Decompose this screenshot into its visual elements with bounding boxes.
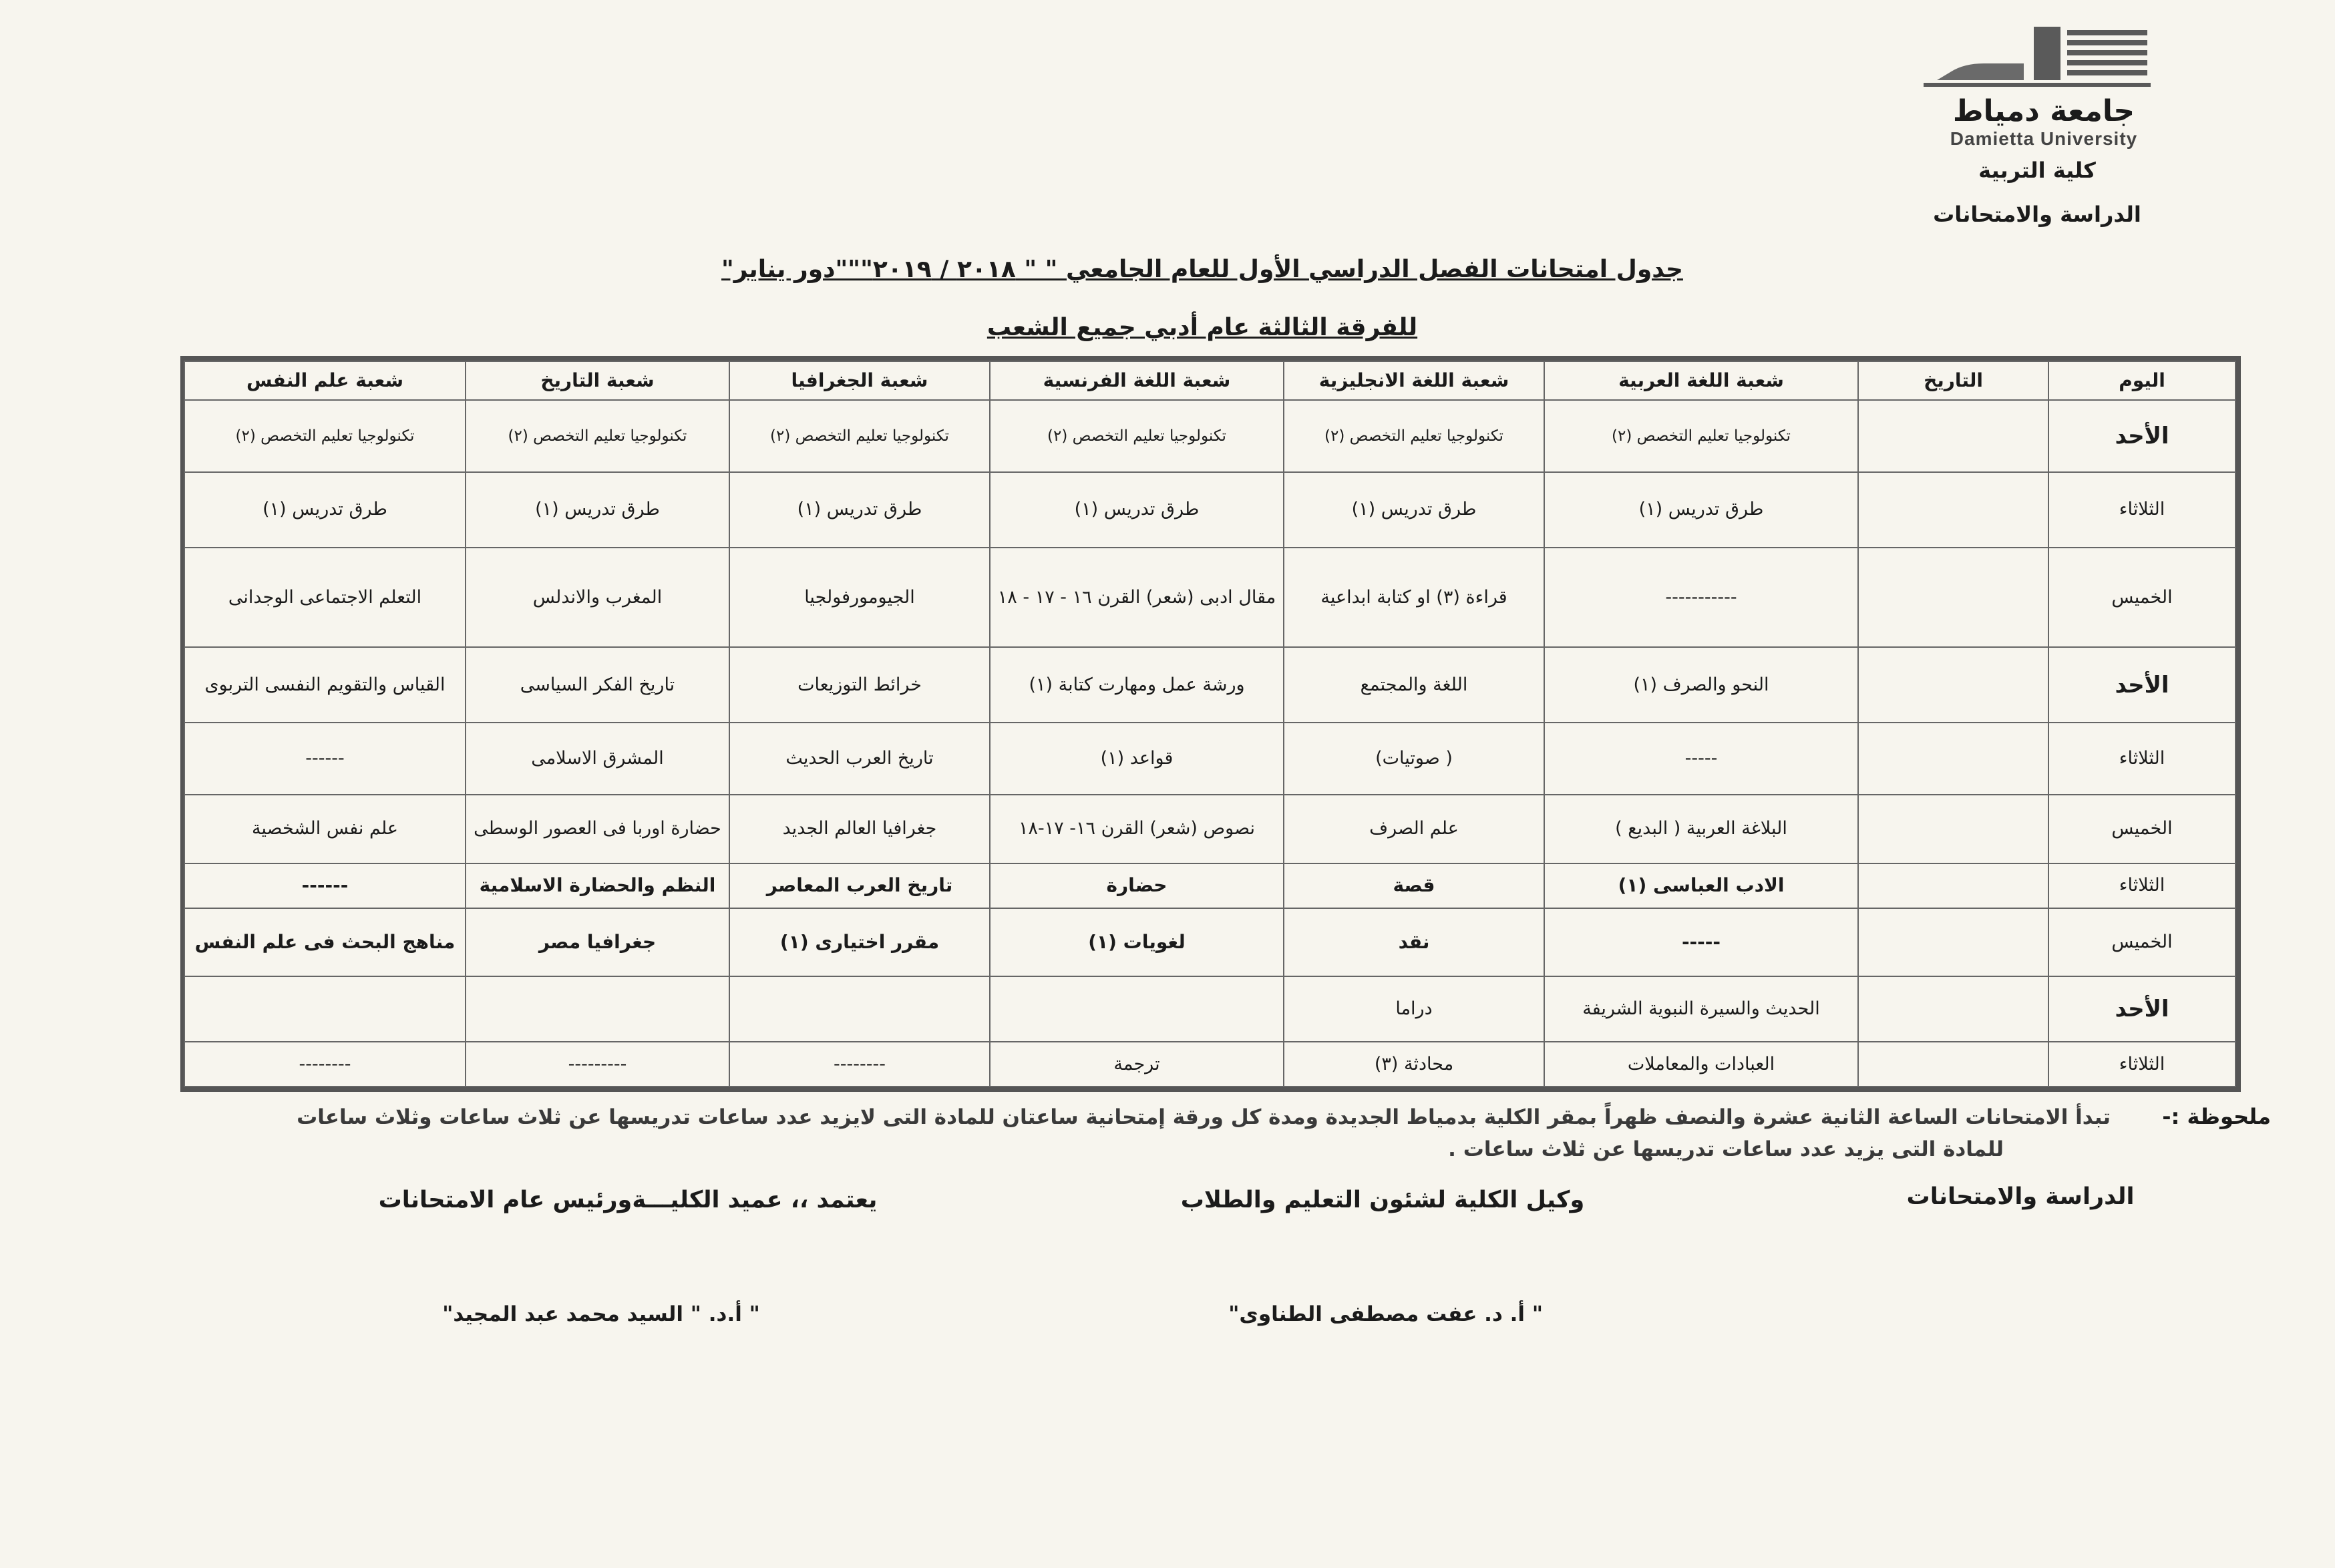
date-cell <box>1858 795 2048 863</box>
exam-cell: المغرب والاندلس <box>466 548 729 647</box>
date-cell <box>1858 863 2048 908</box>
day-cell: الخميس <box>2048 548 2235 647</box>
exam-cell: طرق تدريس (١) <box>184 472 466 548</box>
exam-cell <box>466 976 729 1042</box>
exam-cell: مقال ادبى (شعر) القرن ١٦ - ١٧ - ١٨ <box>990 548 1284 647</box>
exam-cell: تكنولوجيا تعليم التخصص (٢) <box>184 400 466 472</box>
university-logo <box>1870 27 2217 150</box>
note-label: ملحوظة :- <box>2162 1104 2271 1129</box>
table-row <box>184 1042 2235 1087</box>
exam-cell: طرق تدريس (١) <box>1284 472 1544 548</box>
university-emblem-icon <box>1924 27 2164 90</box>
header-geography: شعبة الجغرافيا <box>729 361 990 400</box>
exam-cell: البلاغة العربية ( البديع ) <box>1544 795 1858 863</box>
table-row <box>184 863 2235 908</box>
department-name: الدراسة والامتحانات <box>1933 202 2141 227</box>
table-row <box>184 548 2235 647</box>
exam-cell: قراءة (٣) او كتابة ابداعية <box>1284 548 1544 647</box>
exam-cell: تكنولوجيا تعليم التخصص (٢) <box>1544 400 1858 472</box>
table-row <box>184 795 2235 863</box>
exam-cell: جغرافيا مصر <box>466 908 729 977</box>
exam-cell: القياس والتقويم النفسى التربوى <box>184 647 466 723</box>
page-title: جدول امتحانات الفصل الدراسي الأول للعام الجامعي " " ٢٠١٨ / ٢٠١٩"""دور يناير" <box>721 256 1683 283</box>
day-cell: الثلاثاء <box>2048 1042 2235 1087</box>
exam-cell: ------ <box>184 723 466 795</box>
table-row <box>184 472 2235 548</box>
signature-vice-dean-title: وكيل الكلية لشئون التعليم والطلاب <box>1180 1187 1585 1213</box>
header-psychology: شعبة علم النفس <box>184 361 466 400</box>
exam-cell: مقرر اختيارى (١) <box>729 908 990 977</box>
exam-cell: محادثة (٣) <box>1284 1042 1544 1087</box>
signature-department: الدراسة والامتحانات <box>1906 1183 2135 1210</box>
note-text-line-1: تبدأ الامتحانات الساعة الثانية عشرة والنصف ظهراً بمقر الكلية بدمياط الجديدة ومدة كل ورقة إمتحانية ساعتان للمادة التى لايزيد عدد ساعات تدريسها عن ثلاث ساعات وثلاث ساعات <box>297 1105 2111 1129</box>
exam-cell: تكنولوجيا تعليم التخصص (٢) <box>990 400 1284 472</box>
exam-cell: علم الصرف <box>1284 795 1544 863</box>
exam-cell: الجيومورفولجيا <box>729 548 990 647</box>
date-cell <box>1858 1042 2048 1087</box>
exam-cell: قصة <box>1284 863 1544 908</box>
exam-cell: تكنولوجيا تعليم التخصص (٢) <box>729 400 990 472</box>
exam-cell: ( صوتيات) <box>1284 723 1544 795</box>
header-french: شعبة اللغة الفرنسية <box>990 361 1284 400</box>
exam-cell: ورشة عمل ومهارت كتابة (١) <box>990 647 1284 723</box>
exam-cell: تاريخ العرب المعاصر <box>729 863 990 908</box>
exam-cell: ----- <box>1544 723 1858 795</box>
exam-cell: -------- <box>729 1042 990 1087</box>
exam-cell: طرق تدريس (١) <box>1544 472 1858 548</box>
header-date: التاريخ <box>1858 361 2048 400</box>
vice-dean-name: " أ. د. عفت مصطفى الطناوى" <box>1228 1302 1543 1326</box>
exam-cell: اللغة والمجتمع <box>1284 647 1544 723</box>
exam-cell: المشرق الاسلامى <box>466 723 729 795</box>
exam-cell: تاريخ العرب الحديث <box>729 723 990 795</box>
day-cell: الثلاثاء <box>2048 863 2235 908</box>
exam-cell: ترجمة <box>990 1042 1284 1087</box>
header-english: شعبة اللغة الانجليزية <box>1284 361 1544 400</box>
faculty-name: كلية التربية <box>1978 158 2096 183</box>
exam-cell: طرق تدريس (١) <box>990 472 1284 548</box>
date-cell <box>1858 976 2048 1042</box>
day-cell: الأحد <box>2048 647 2235 723</box>
header-arabic: شعبة اللغة العربية <box>1544 361 1858 400</box>
exam-cell: الادب العباسى (١) <box>1544 863 1858 908</box>
exam-cell <box>990 976 1284 1042</box>
exam-cell: حضارة اوربا فى العصور الوسطى <box>466 795 729 863</box>
exam-cell: مناهج البحث فى علم النفس <box>184 908 466 977</box>
table-row <box>184 976 2235 1042</box>
day-cell: الأحد <box>2048 976 2235 1042</box>
date-cell <box>1858 548 2048 647</box>
day-cell: الخميس <box>2048 908 2235 977</box>
table-row <box>184 400 2235 472</box>
exam-cell: النحو والصرف (١) <box>1544 647 1858 723</box>
date-cell <box>1858 400 2048 472</box>
day-cell: الثلاثاء <box>2048 472 2235 548</box>
exam-cell: دراما <box>1284 976 1544 1042</box>
date-cell <box>1858 723 2048 795</box>
university-name-ar: جامعة دمياط <box>1952 94 2135 128</box>
table-row <box>184 647 2235 723</box>
exam-cell <box>729 976 990 1042</box>
exam-cell: طرق تدريس (١) <box>466 472 729 548</box>
exam-cell: الحديث والسيرة النبوية الشريفة <box>1544 976 1858 1042</box>
exam-cell: -------- <box>184 1042 466 1087</box>
exam-cell <box>184 976 466 1042</box>
header-history: شعبة التاريخ <box>466 361 729 400</box>
university-name-en: Damietta University <box>1950 128 2138 149</box>
day-cell: الثلاثاء <box>2048 723 2235 795</box>
schedule-table-frame <box>180 356 2241 1092</box>
exam-cell: طرق تدريس (١) <box>729 472 990 548</box>
exam-cell: جغرافيا العالم الجديد <box>729 795 990 863</box>
exam-cell: نقد <box>1284 908 1544 977</box>
schedule-table <box>184 361 2236 1087</box>
exam-cell: ----------- <box>1544 548 1858 647</box>
table-row <box>184 723 2235 795</box>
exam-cell: قواعد (١) <box>990 723 1284 795</box>
exam-cell: ------ <box>184 863 466 908</box>
exam-cell: النظم والحضارة الاسلامية <box>466 863 729 908</box>
exam-cell: خرائط التوزيعات <box>729 647 990 723</box>
exam-cell: تكنولوجيا تعليم التخصص (٢) <box>466 400 729 472</box>
signature-dean-title: يعتمد ،، عميد الكليـــةورئيس عام الامتحانات <box>378 1187 878 1213</box>
exam-cell: حضارة <box>990 863 1284 908</box>
header-day: اليوم <box>2048 361 2235 400</box>
date-cell <box>1858 472 2048 548</box>
note-text-line-2: للمادة التى يزيد عدد ساعات تدريسها عن ثلاث ساعات . <box>1448 1137 2004 1161</box>
exam-cell: العبادات والمعاملات <box>1544 1042 1858 1087</box>
date-cell <box>1858 908 2048 977</box>
exam-cell: --------- <box>466 1042 729 1087</box>
exam-cell: نصوص (شعر) القرن ١٦- ١٧-١٨ <box>990 795 1284 863</box>
table-header-row <box>184 361 2235 400</box>
day-cell: الخميس <box>2048 795 2235 863</box>
exam-cell: علم نفس الشخصية <box>184 795 466 863</box>
page-subtitle: للفرقة الثالثة عام أدبي جميع الشعب <box>986 314 1418 341</box>
exam-cell: ----- <box>1544 908 1858 977</box>
exam-cell: تكنولوجيا تعليم التخصص (٢) <box>1284 400 1544 472</box>
table-row <box>184 908 2235 977</box>
exam-cell: لغويات (١) <box>990 908 1284 977</box>
exam-cell: التعلم الاجتماعى الوجدانى <box>184 548 466 647</box>
dean-name: " أ.د. " السيد محمد عبد المجيد" <box>442 1302 760 1326</box>
date-cell <box>1858 647 2048 723</box>
day-cell: الأحد <box>2048 400 2235 472</box>
exam-cell: تاريخ الفكر السياسى <box>466 647 729 723</box>
